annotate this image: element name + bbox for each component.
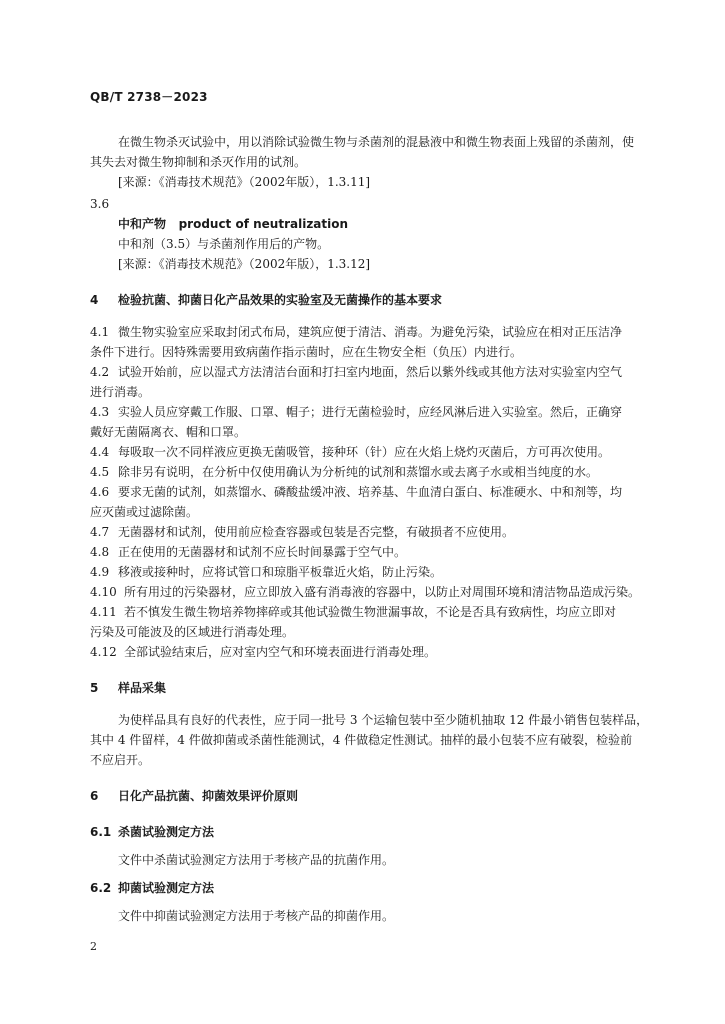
clause-4-9: 4.9 移液或接种时，应将试管口和琼脂平板靠近火焰，防止污染。: [90, 565, 443, 579]
section-4-title: 检验抗菌、抑菌日化产品效果的实验室及无菌操作的基本要求: [118, 293, 443, 307]
clause-4-8: 4.8 正在使用的无菌器材和试剂不应长时间暴露于空气中。: [90, 545, 407, 559]
section-5-number: 5: [90, 681, 99, 695]
subsection-6-2-text: 文件中抑菌试验测定方法用于考核产品的抑菌作用。: [118, 909, 395, 923]
subsection-6-1-heading: 6.1 杀菌试验测定方法: [90, 825, 215, 839]
section-6-number: 6: [90, 789, 99, 803]
section-5-line-1: 为使样品具有良好的代表性，应于同一批号 3 个运输包装中至少随机抽取 12 件最小销售包装样品，: [118, 713, 649, 727]
clause-4-1: 4.1 微生物实验室应采取封闭式布局，建筑应便于清洁、消毒。为避免污染，试验应在相对正压洁净: [90, 325, 623, 339]
intro-line-1: 在微生物杀灭试验中，用以消除试验微生物与杀菌剂的混悬液中和微生物表面上残留的杀菌剂，使: [118, 135, 635, 149]
term-3-6-definition: 中和剂（3.5）与杀菌剂作用后的产物。: [118, 237, 330, 251]
subsection-6-1-text: 文件中杀菌试验测定方法用于考核产品的抗菌作用。: [118, 853, 395, 867]
clause-4-6-cont: 应灭菌或过滤除菌。: [90, 505, 199, 519]
page-number: 2: [90, 940, 97, 953]
section-4-heading: [90, 290, 442, 310]
intro-line-2: 其失去对微生物抑制和杀灭作用的试剂。: [90, 155, 307, 169]
term-en: product of neutralization: [178, 217, 349, 231]
clause-4-12: 4.12 全部试验结束后，应对室内空气和环境表面进行消毒处理。: [90, 645, 437, 659]
clause-4-1-cont: 条件下进行。因特殊需要用致病菌作指示菌时，应在生物安全柜（负压）内进行。: [90, 345, 523, 359]
term-3-6-heading: [118, 214, 348, 234]
section-6-heading: [90, 786, 298, 806]
clause-4-2: 4.2 试验开始前，应以湿式方法清洁台面和打扫室内地面，然后以紫外线或其他方法对实验室内空气: [90, 365, 623, 379]
section-5-title: 样品采集: [118, 681, 167, 695]
section-4-number: 4: [90, 293, 99, 307]
section-5-line-3: 不应启开。: [90, 753, 151, 767]
section-6-title: 日化产品抗菌、抑菌效果评价原则: [118, 789, 299, 803]
clause-4-11: 4.11 若不慎发生微生物培养物摔碎或其他试验微生物泄漏事故，不论是否具有致病性，均应立即对: [90, 605, 617, 619]
clause-4-2-cont: 进行消毒。: [90, 385, 151, 399]
clause-4-3-cont: 戴好无菌隔离衣、帽和口罩。: [90, 425, 247, 439]
term-cn: 中和产物: [118, 217, 167, 231]
term-3-6-number: 3.6: [90, 197, 110, 211]
clause-4-4: 4.4 每吸取一次不同样液应更换无菌吸管，接种环（针）应在火焰上烧灼灭菌后，方可再次使用。: [90, 445, 611, 459]
clause-4-5: 4.5 除非另有说明，在分析中仅使用确认为分析纯的试剂和蒸馏水或去离子水或相当纯度的水。: [90, 465, 599, 479]
clause-4-3: 4.3 实验人员应穿戴工作服、口罩、帽子；进行无菌检验时，应经风淋后进入实验室。然后，正确穿: [90, 405, 623, 419]
section-5-heading: [90, 678, 166, 698]
standard-code-header: QB/T 2738－2023: [90, 90, 208, 104]
clause-4-7: 4.7 无菌器材和试剂，使用前应检查容器或包装是否完整，有破损者不应使用。: [90, 525, 515, 539]
clause-4-10: 4.10 所有用过的污染器材，应立即放入盛有消毒液的容器中，以防止对周围环境和清洁物品造成污染。: [90, 585, 641, 599]
clause-4-11-cont: 污染及可能波及的区域进行消毒处理。: [90, 625, 295, 639]
intro-source: [来源：《消毒技术规范》（2002年版），1.3.11]: [118, 175, 371, 189]
subsection-6-2-heading: 6.2 抑菌试验测定方法: [90, 881, 215, 895]
term-3-6-source: [来源：《消毒技术规范》（2002年版），1.3.12]: [118, 257, 371, 271]
section-5-line-2: 其中 4 件留样，4 件做抑菌或杀菌性能测试，4 件做稳定性测试。抽样的最小包装不应有破裂，检验前: [90, 733, 633, 747]
clause-4-6: 4.6 要求无菌的试剂，如蒸馏水、磷酸盐缓冲液、培养基、牛血清白蛋白、标准硬水、中和剂等，均: [90, 485, 623, 499]
